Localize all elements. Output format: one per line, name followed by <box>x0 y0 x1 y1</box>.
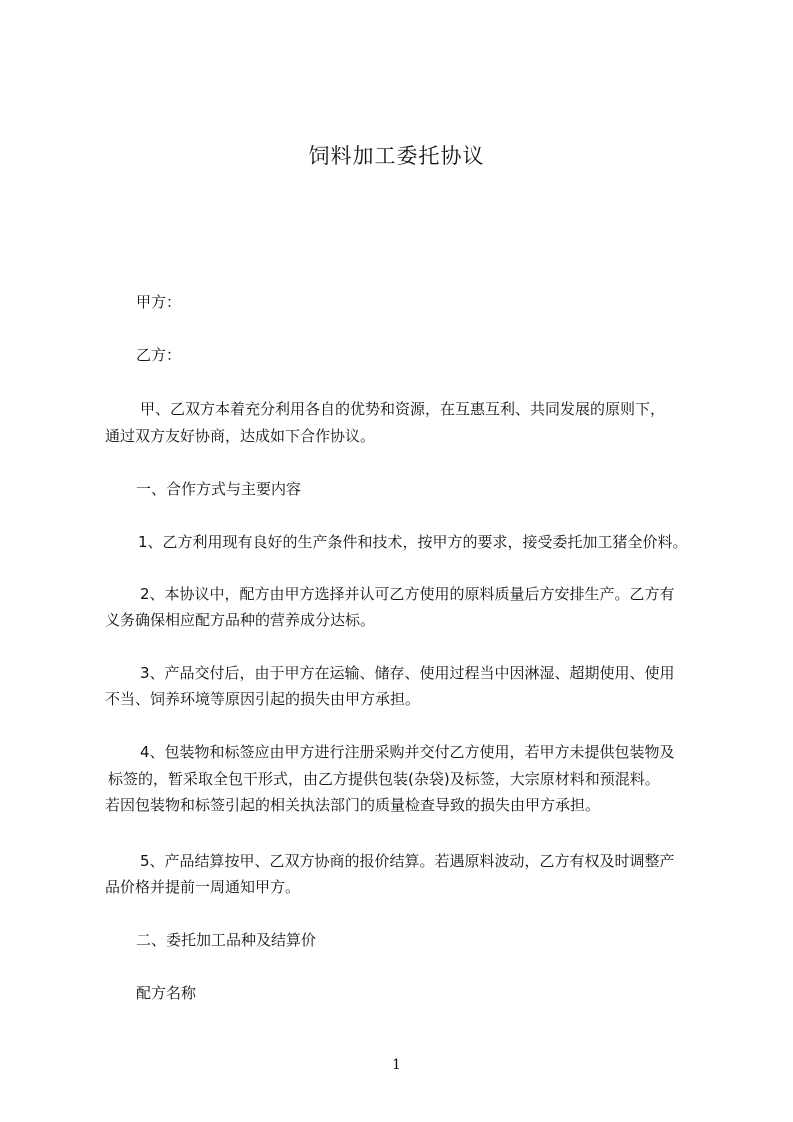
clause-line: 若因包装物和标签引起的相关执法部门的质量检查导致的损失由甲方承担。 <box>105 796 601 814</box>
clause-line: 不当、饲养环境等原因引起的损失由甲方承担。 <box>105 690 421 708</box>
party-b-label: 乙方： <box>136 346 182 364</box>
clause-line: 2、本协议中，配方由甲方选择并认可乙方使用的原料质量后方安排生产。乙方有 <box>140 585 675 603</box>
clause-line: 1、乙方利用现有良好的生产条件和技术，按甲方的要求，接受委托加工猪全价料。 <box>138 533 688 551</box>
intro-line: 通过双方友好协商，达成如下合作协议。 <box>105 427 376 445</box>
document-title: 饲料加工委托协议 <box>308 144 485 168</box>
formula-name-label: 配方名称 <box>136 984 197 1002</box>
clause-line: 4、包装物和标签应由甲方进行注册采购并交付乙方使用，若甲方未提供包装物及 <box>140 743 675 761</box>
section2-heading: 二、委托加工品种及结算价 <box>136 931 317 949</box>
section1-heading: 一、合作方式与主要内容 <box>136 480 302 498</box>
intro-line: 甲、乙双方本着充分利用各自的优势和资源，在互惠互利、共同发展的原则下， <box>140 400 666 418</box>
page-number: 1 <box>392 1057 401 1073</box>
clause-line: 3、产品交付后，由于甲方在运输、储存、使用过程当中因淋湿、超期使用、使用 <box>140 664 675 682</box>
party-a-label: 甲方： <box>136 293 182 311</box>
clause-line: 5、产品结算按甲、乙双方协商的报价结算。若遇原料波动，乙方有权及时调整产 <box>140 852 675 870</box>
clause-line: 品价格并提前一周通知甲方。 <box>105 878 301 896</box>
clause-line: 义务确保相应配方品种的营养成分达标。 <box>105 611 376 629</box>
clause-line: 标签的，暂采取全包干形式，由乙方提供包装(杂袋)及标签，大宗原材料和预混料。 <box>108 770 660 788</box>
